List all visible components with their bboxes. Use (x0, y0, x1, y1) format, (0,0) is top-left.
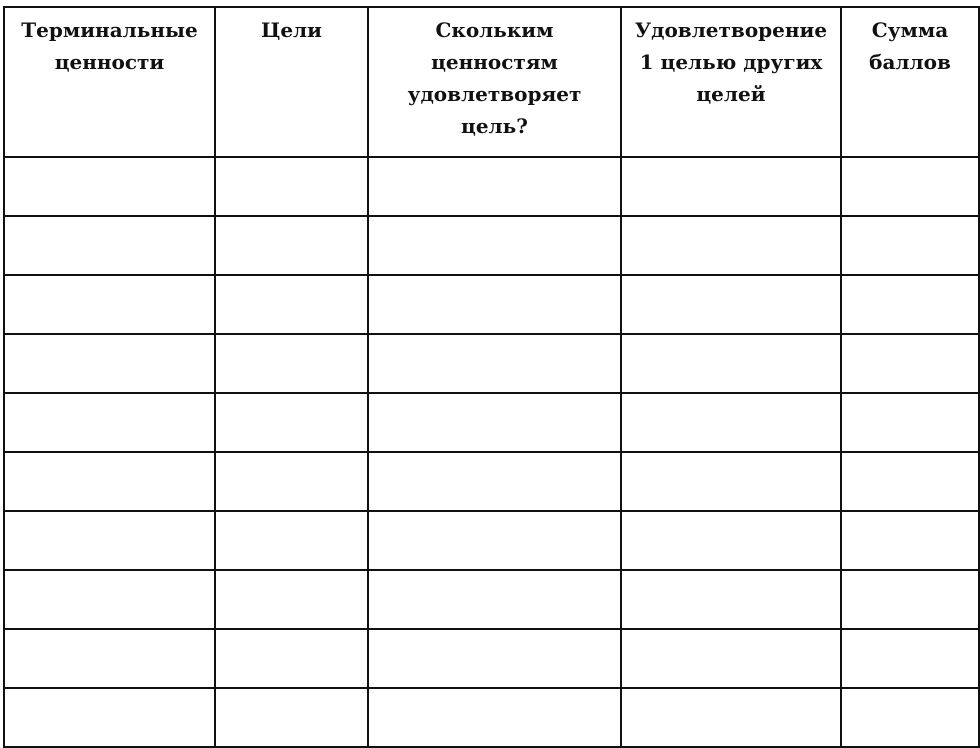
header-terminal-values: Терминальные ценности (4, 7, 215, 157)
table-row (4, 452, 979, 511)
cell-values-satisfied[interactable] (368, 570, 621, 629)
cell-goal[interactable] (215, 629, 368, 688)
header-other-goals-satisfied: Удовлетворение 1 целью других целей (621, 7, 841, 157)
table-row (4, 629, 979, 688)
cell-other-goals-satisfied[interactable] (621, 216, 841, 275)
cell-values-satisfied[interactable] (368, 216, 621, 275)
cell-score-sum[interactable] (841, 216, 979, 275)
header-values-satisfied: Скольким ценностям удовлетворяет цель? (368, 7, 621, 157)
cell-score-sum[interactable] (841, 393, 979, 452)
worksheet (3, 6, 978, 744)
cell-values-satisfied[interactable] (368, 275, 621, 334)
cell-score-sum[interactable] (841, 275, 979, 334)
cell-values-satisfied[interactable] (368, 511, 621, 570)
cell-other-goals-satisfied[interactable] (621, 275, 841, 334)
cell-terminal-value[interactable] (4, 157, 215, 216)
table-row (4, 216, 979, 275)
table-row (4, 570, 979, 629)
header-goals: Цели (215, 7, 368, 157)
cell-terminal-value[interactable] (4, 688, 215, 747)
header-score-sum: Сумма баллов (841, 7, 979, 157)
table-row (4, 511, 979, 570)
cell-score-sum[interactable] (841, 511, 979, 570)
cell-other-goals-satisfied[interactable] (621, 452, 841, 511)
cell-values-satisfied[interactable] (368, 452, 621, 511)
table-header-row (4, 7, 979, 157)
cell-score-sum[interactable] (841, 334, 979, 393)
cell-score-sum[interactable] (841, 452, 979, 511)
cell-other-goals-satisfied[interactable] (621, 334, 841, 393)
cell-goal[interactable] (215, 452, 368, 511)
cell-goal[interactable] (215, 393, 368, 452)
cell-terminal-value[interactable] (4, 511, 215, 570)
cell-goal[interactable] (215, 511, 368, 570)
cell-values-satisfied[interactable] (368, 688, 621, 747)
cell-terminal-value[interactable] (4, 393, 215, 452)
cell-other-goals-satisfied[interactable] (621, 157, 841, 216)
cell-goal[interactable] (215, 688, 368, 747)
cell-other-goals-satisfied[interactable] (621, 629, 841, 688)
cell-terminal-value[interactable] (4, 452, 215, 511)
table-row (4, 157, 979, 216)
cell-score-sum[interactable] (841, 688, 979, 747)
cell-score-sum[interactable] (841, 157, 979, 216)
table-row (4, 688, 979, 747)
table-row (4, 275, 979, 334)
cell-goal[interactable] (215, 570, 368, 629)
cell-other-goals-satisfied[interactable] (621, 570, 841, 629)
cell-terminal-value[interactable] (4, 216, 215, 275)
table-body (4, 157, 979, 747)
cell-terminal-value[interactable] (4, 570, 215, 629)
cell-terminal-value[interactable] (4, 629, 215, 688)
cell-other-goals-satisfied[interactable] (621, 393, 841, 452)
cell-other-goals-satisfied[interactable] (621, 688, 841, 747)
cell-goal[interactable] (215, 216, 368, 275)
cell-values-satisfied[interactable] (368, 157, 621, 216)
cell-score-sum[interactable] (841, 629, 979, 688)
table-row (4, 334, 979, 393)
cell-score-sum[interactable] (841, 570, 979, 629)
cell-other-goals-satisfied[interactable] (621, 511, 841, 570)
cell-goal[interactable] (215, 334, 368, 393)
values-goals-table (3, 6, 980, 748)
table-row (4, 393, 979, 452)
cell-goal[interactable] (215, 157, 368, 216)
cell-values-satisfied[interactable] (368, 629, 621, 688)
cell-terminal-value[interactable] (4, 334, 215, 393)
cell-goal[interactable] (215, 275, 368, 334)
cell-values-satisfied[interactable] (368, 393, 621, 452)
cell-values-satisfied[interactable] (368, 334, 621, 393)
cell-terminal-value[interactable] (4, 275, 215, 334)
